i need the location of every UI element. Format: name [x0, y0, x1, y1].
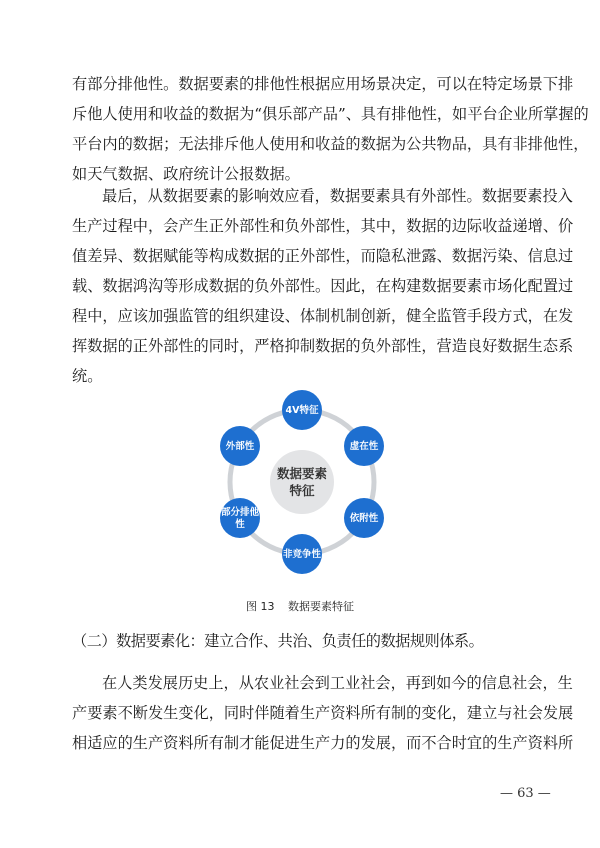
center-circle: [270, 450, 334, 514]
text-line: 如天气数据、政府统计公报数据。: [72, 165, 300, 183]
node-partial-exclusive-label-line1: 部分排他: [220, 507, 260, 518]
paragraph-externality: [72, 181, 574, 391]
text-line: 生产过程中，会产生正外部性和负外部性，其中，数据的边际收益递增、价: [72, 217, 574, 235]
text-line: 在人类发展历史上，从农业社会到工业社会，再到如今的信息社会，生: [102, 674, 573, 692]
figure-caption: [0, 598, 600, 614]
node-virtual: [344, 426, 384, 466]
node-partial-exclusive-label-line2: 性: [235, 519, 245, 530]
figure-number: 图 13: [246, 600, 275, 613]
text-line: 产要素不断发生变化，同时伴随着生产资料所有制的变化，建立与社会发展: [72, 704, 574, 722]
section-heading: （二）数据要素化：建立合作、共治、负责任的数据规则体系。: [72, 632, 484, 650]
text-line: 值差异、数据赋能等构成数据的正外部性，而隐私泄露、数据污染、信息过: [72, 247, 574, 265]
center-label-line2: 特征: [289, 483, 315, 498]
node-4v: [282, 390, 322, 430]
node-partial-exclusive: [220, 498, 260, 538]
node-virtual-label: 虚在性: [349, 441, 379, 452]
paragraph-exclusivity: [72, 69, 589, 189]
node-non-rival-label: 非竞争性: [282, 549, 322, 560]
node-externality: [220, 426, 260, 466]
text-line: 有部分排他性。数据要素的排他性根据应用场景决定，可以在特定场景下排: [72, 75, 574, 93]
node-dependency-label: 依附性: [349, 513, 379, 524]
node-dependency: [344, 498, 384, 538]
node-4v-label: 4V特征: [285, 405, 319, 416]
node-externality-label: 外部性: [225, 441, 255, 452]
text-line: 载、数据鸿沟等形成数据的负外部性。因此，在构建数据要素市场化配置过: [72, 277, 574, 295]
paragraph-history: [72, 668, 574, 758]
figure-title: 数据要素特征: [288, 600, 354, 613]
text-line: 平台内的数据；无法排斥他人使用和收益的数据为公共物品，具有非排他性，: [72, 135, 589, 153]
node-non-rival: [282, 534, 322, 574]
text-line: 统。: [72, 367, 103, 385]
text-line: 程中，应该加强监管的组织建设、体制机制创新，健全监管手段方式，在发: [72, 307, 574, 325]
text-line: 相适应的生产资料所有制才能促进生产力的发展，而不合时宜的生产资料所: [72, 734, 574, 752]
page-number: — 63 —: [500, 786, 551, 801]
text-line: 最后，从数据要素的影响效应看，数据要素具有外部性。数据要素投入: [102, 187, 573, 205]
text-line: 斥他人使用和收益的数据为“俱乐部产品”、具有排他性，如平台企业所掌握的: [72, 105, 589, 123]
center-label-line1: 数据要素: [276, 466, 328, 481]
text-line: 挥数据的正外部性的同时，严格抑制数据的负外部性，营造良好数据生态系: [72, 337, 574, 355]
